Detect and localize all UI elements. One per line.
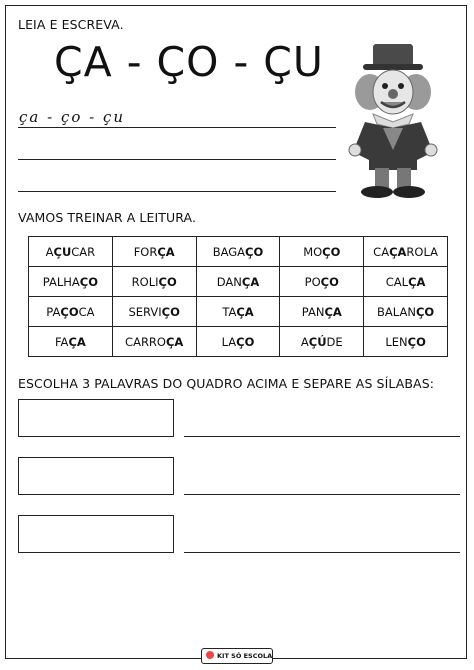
word-row	[29, 327, 448, 357]
logo-icon	[206, 651, 214, 659]
word-prefix: CA	[373, 244, 390, 259]
word-syllable-highlight: ÇO	[158, 274, 177, 289]
word-syllable-highlight: ÇO	[236, 334, 255, 349]
word-syllable-highlight: ÇA	[389, 244, 407, 259]
word-cell	[29, 327, 113, 357]
syllable-line-1[interactable]	[184, 436, 460, 437]
syllables-instruction: ESCOLHA 3 PALAVRAS DO QUADRO ACIMA E SEPARE AS SÍLABAS:	[18, 376, 435, 391]
word-prefix: A	[300, 334, 309, 349]
writing-line-3[interactable]	[18, 191, 336, 192]
word-prefix: SERVI	[128, 304, 162, 319]
clown-illustration	[343, 40, 443, 200]
word-prefix: BAGA	[212, 244, 246, 259]
word-row	[29, 237, 448, 267]
word-cell	[280, 267, 364, 297]
word-syllable-highlight: ÇO	[407, 334, 426, 349]
word-cell	[364, 267, 448, 297]
cursive-model: ça - ço - çu	[19, 108, 126, 126]
word-box-1[interactable]	[18, 399, 174, 437]
word-cell	[112, 267, 196, 297]
word-prefix: BALAN	[377, 304, 416, 319]
word-syllable-highlight: ÇÚ	[308, 334, 327, 349]
syllables-title: ÇA - ÇO - ÇU	[54, 38, 324, 86]
word-syllable-highlight: ÇO	[79, 274, 98, 289]
word-cell	[196, 327, 280, 357]
word-prefix: A	[45, 244, 54, 259]
word-table	[28, 236, 448, 357]
word-syllable-highlight: ÇO	[245, 244, 264, 259]
word-syllable-highlight: ÇO	[415, 304, 435, 319]
word-syllable-highlight: ÇA	[324, 304, 342, 319]
word-syllable-highlight: ÇA	[236, 304, 254, 319]
word-prefix: LA	[221, 334, 237, 349]
word-syllable-highlight: ÇO	[322, 244, 341, 259]
word-suffix: CAR	[71, 244, 96, 259]
word-prefix: ROLI	[131, 274, 159, 289]
word-prefix: PALHA	[42, 274, 80, 289]
word-syllable-highlight: ÇO	[161, 304, 180, 319]
word-row	[29, 297, 448, 327]
word-cell	[364, 327, 448, 357]
word-prefix: CAL	[385, 274, 409, 289]
word-prefix: FA	[55, 334, 69, 349]
word-suffix: ROLA	[406, 244, 439, 259]
word-suffix: DE	[326, 334, 343, 349]
word-cell	[280, 297, 364, 327]
word-syllable-highlight: ÇO	[320, 274, 339, 289]
word-prefix: LEN	[385, 334, 408, 349]
word-prefix: DAN	[216, 274, 242, 289]
word-cell	[196, 267, 280, 297]
word-suffix: CA	[78, 304, 95, 319]
word-syllable-highlight: ÇA	[408, 274, 426, 289]
word-prefix: CARRO	[125, 334, 166, 349]
writing-line-2[interactable]	[18, 159, 336, 160]
word-syllable-highlight: ÇA	[241, 274, 260, 289]
brand-logo	[201, 648, 273, 664]
word-prefix: PO	[304, 274, 321, 289]
reading-instruction: VAMOS TREINAR A LEITURA.	[18, 210, 197, 225]
word-prefix: PAN	[301, 304, 325, 319]
word-cell	[280, 327, 364, 357]
syllable-line-3[interactable]	[184, 552, 460, 553]
word-box-2[interactable]	[18, 457, 174, 495]
word-cell	[196, 237, 280, 267]
word-cell	[112, 237, 196, 267]
word-cell	[29, 237, 113, 267]
word-syllable-highlight: ÇA	[68, 334, 86, 349]
syllable-line-2[interactable]	[184, 494, 460, 495]
word-prefix: FOR	[133, 244, 158, 259]
word-syllable-highlight: ÇO	[60, 304, 79, 319]
word-cell	[29, 297, 113, 327]
writing-line-1[interactable]	[18, 127, 336, 128]
word-row	[29, 267, 448, 297]
logo-text: KIT SÓ ESCOLA	[217, 652, 273, 660]
word-cell	[364, 297, 448, 327]
word-prefix: PA	[46, 304, 61, 319]
word-syllable-highlight: ÇU	[53, 244, 72, 259]
word-prefix: MO	[303, 244, 323, 259]
word-prefix: TA	[222, 304, 237, 319]
word-cell	[112, 297, 196, 327]
word-cell	[29, 267, 113, 297]
word-cell	[196, 297, 280, 327]
word-cell	[364, 237, 448, 267]
read-write-instruction: LEIA E ESCREVA.	[18, 17, 124, 32]
word-box-3[interactable]	[18, 515, 174, 553]
word-syllable-highlight: ÇA	[165, 334, 184, 349]
word-cell	[112, 327, 196, 357]
word-cell	[280, 237, 364, 267]
word-syllable-highlight: ÇA	[157, 244, 175, 259]
